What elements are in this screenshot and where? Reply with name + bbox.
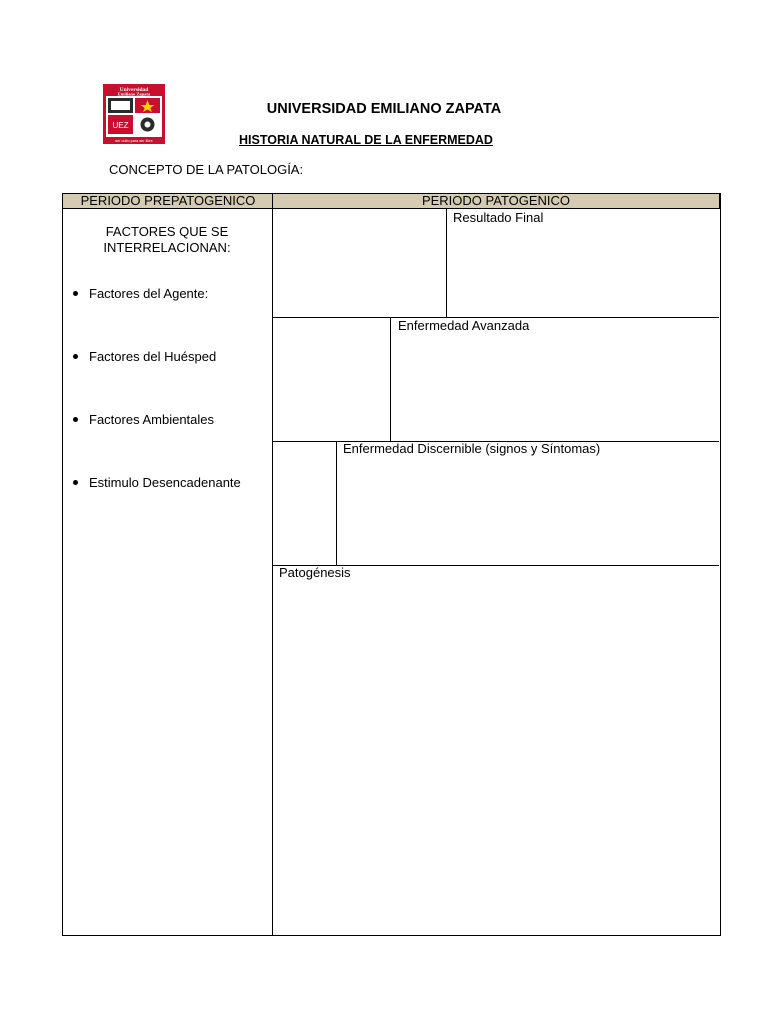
stair-divider-3 [336,441,337,565]
factor-item-huesped: Factores del Huésped [73,349,216,364]
stair-divider-1 [446,209,447,317]
stage-enfermedad-avanzada: Enfermedad Avanzada [398,318,530,333]
svg-text:Universidad: Universidad [119,87,149,93]
stage-patogenesis: Patogénesis [279,565,351,580]
bullet-icon [73,480,78,485]
factor-item-agente: Factores del Agente: [73,286,208,301]
bullet-icon [73,417,78,422]
header-prepatogenic: PERIODO PREPATOGENICO [62,193,274,209]
factor-item-ambientales: Factores Ambientales [73,412,214,427]
factor-item-estimulo: Estimulo Desencadenante [73,475,241,490]
stair-divider-2 [390,317,391,441]
svg-text:UEZ: UEZ [112,121,129,130]
stage-enfermedad-discernible: Enfermedad Discernible (signos y Síntomas) [343,441,601,456]
svg-text:Emiliano Zapata: Emiliano Zapata [117,91,151,97]
svg-text:ser culto para ser libre: ser culto para ser libre [115,139,153,143]
column-divider [272,193,273,935]
bullet-icon [73,291,78,296]
header-patogenic: PERIODO PATOGENICO [272,193,720,209]
concept-label: CONCEPTO DE LA PATOLOGÍA: [109,162,304,177]
bullet-icon [73,354,78,359]
document-title: HISTORIA NATURAL DE LA ENFERMEDAD [239,133,493,147]
university-title: UNIVERSIDAD EMILIANO ZAPATA [266,101,502,117]
stage-resultado-final: Resultado Final [453,210,544,225]
factors-heading: FACTORES QUE SE INTERRELACIONAN: [103,224,231,255]
